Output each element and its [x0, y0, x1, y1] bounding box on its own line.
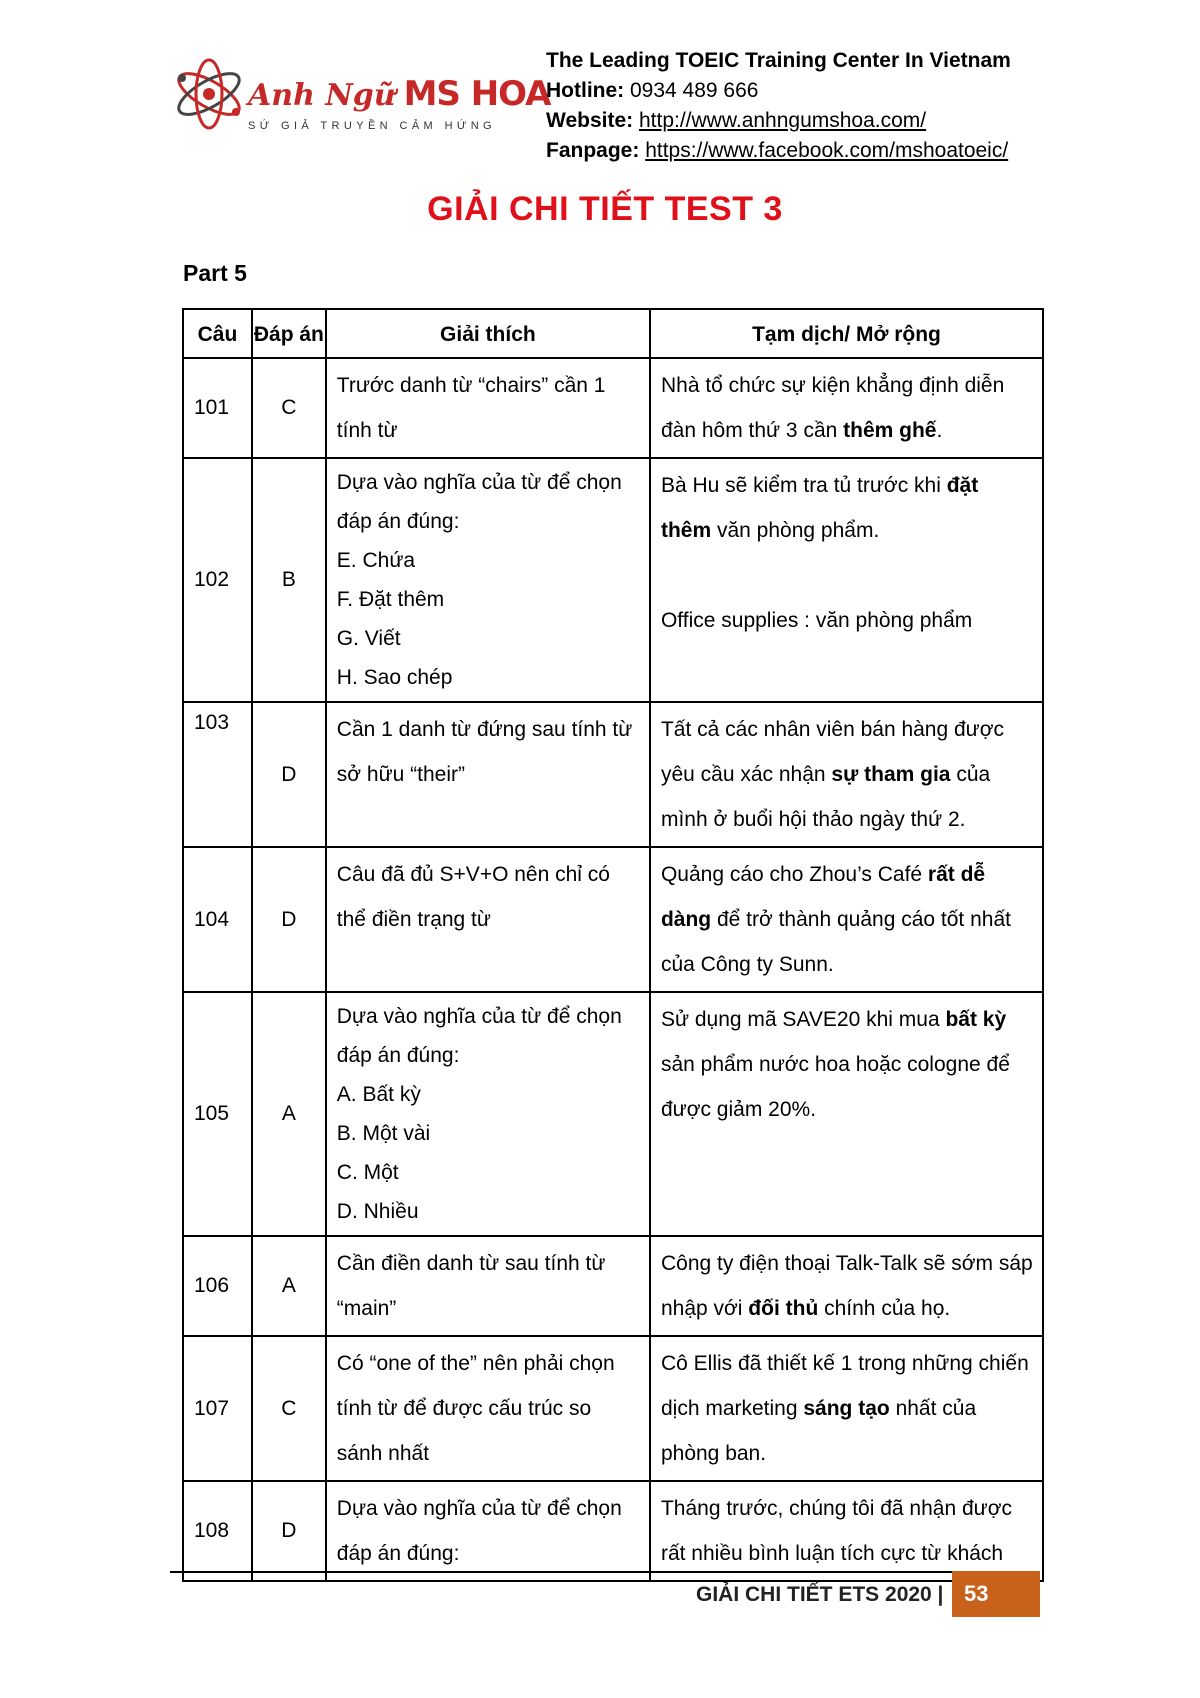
highlight: sự tham gia	[831, 763, 951, 786]
fanpage-label: Fanpage:	[546, 139, 640, 162]
question-number: 103	[183, 702, 252, 847]
header-cau: Câu	[183, 309, 252, 358]
option: G. Viết	[336, 627, 401, 650]
table-row	[183, 1236, 1043, 1336]
table-header-row	[183, 309, 1043, 358]
highlight: đối thủ	[748, 1297, 819, 1320]
translation: Công ty điện thoại Talk-Talk sẽ sớm sáp nhập với đối thủ chính của họ.	[650, 1236, 1043, 1336]
highlight: bất kỳ	[945, 1008, 1007, 1031]
header-giai-thich: Giải thích	[326, 309, 650, 358]
answer-letter: D	[252, 847, 326, 992]
answer-table	[182, 308, 1044, 1582]
explanation: Có “one of the” nên phải chọn tính từ để được cấu trúc so sánh nhất	[326, 1336, 650, 1481]
translation: Quảng cáo cho Zhou’s Café rất dễ dàng để trở thành quảng cáo tốt nhất của Công ty Sunn.	[650, 847, 1043, 992]
explanation: Dựa vào nghĩa của từ để chọn đáp án đúng: A. Bất kỳ B. Một vài C. Một D. Nhiều	[326, 992, 650, 1236]
atom-logo-icon	[170, 54, 248, 134]
highlight: đặt thêm	[660, 474, 979, 542]
table-row	[183, 458, 1043, 702]
translation: Sử dụng mã SAVE20 khi mua bất kỳ sản phẩm nước hoa hoặc cologne để được giảm 20%.	[650, 992, 1043, 1236]
option: A. Bất kỳ	[336, 1083, 421, 1106]
table-row	[183, 702, 1043, 847]
question-number: 106	[183, 1236, 252, 1336]
question-number: 102	[183, 458, 252, 702]
hotline-value: 0934 489 666	[630, 79, 759, 102]
option: H. Sao chép	[336, 666, 453, 689]
explanation: Dựa vào nghĩa của từ để chọn đáp án đúng: E. Chứa F. Đặt thêm G. Viết H. Sao chép	[326, 458, 650, 702]
header-tam-dich: Tạm dịch/ Mở rộng	[650, 309, 1043, 358]
page-number: 53	[952, 1571, 1040, 1617]
translation: Tháng trước, chúng tôi đã nhận được rất nhiều bình luận tích cực từ khách	[650, 1481, 1043, 1581]
header-slogan: The Leading TOEIC Training Center In Vietnam	[546, 49, 1011, 72]
answer-letter: D	[252, 1481, 326, 1581]
option: D. Nhiều	[336, 1200, 419, 1223]
explanation: Câu đã đủ S+V+O nên chỉ có thể điền trạng từ	[326, 847, 650, 992]
header-dap-an: Đáp án	[252, 309, 326, 358]
highlight: rất dễ dàng	[660, 863, 986, 931]
logo-brand-script: Anh Ngữ	[248, 78, 396, 113]
answer-letter: C	[252, 358, 326, 458]
vocabulary-note: Office supplies : văn phòng phẩm	[660, 609, 973, 632]
highlight: thêm ghế	[843, 419, 937, 442]
question-number: 105	[183, 992, 252, 1236]
website-link[interactable]: http://www.anhngumshoa.com/	[638, 109, 927, 132]
option: F. Đặt thêm	[336, 588, 445, 611]
table-row	[183, 992, 1043, 1236]
answer-letter: D	[252, 702, 326, 847]
part-heading: Part 5	[183, 260, 247, 286]
logo-tagline: SỨ GIẢ TRUYỀN CẢM HỨNG	[248, 120, 497, 132]
website-label: Website:	[546, 109, 634, 132]
option: E. Chứa	[336, 549, 416, 572]
translation: Cô Ellis đã thiết kế 1 trong những chiến dịch marketing sáng tạo nhất của phòng ban.	[650, 1336, 1043, 1481]
table-row	[183, 358, 1043, 458]
table-row	[183, 847, 1043, 992]
header-info	[546, 46, 1011, 166]
brand-logo	[170, 50, 551, 140]
explanation: Cần điền danh từ sau tính từ “main”	[326, 1236, 650, 1336]
footer-label: GIẢI CHI TIẾT ETS 2020 |	[696, 1583, 944, 1606]
page-title: GIẢI CHI TIẾT TEST 3	[427, 190, 783, 228]
translation: Tất cả các nhân viên bán hàng được yêu cầu xác nhận sự tham gia của mình ở buổi hội thảo ngày thứ 2.	[650, 702, 1043, 847]
option: B. Một vài	[336, 1122, 431, 1145]
footer-divider	[170, 1571, 952, 1573]
answer-letter: C	[252, 1336, 326, 1481]
fanpage-line	[546, 136, 1011, 166]
logo-brand-bold: MS HOA	[403, 74, 551, 114]
question-number: 101	[183, 358, 252, 458]
website-line	[546, 106, 1011, 136]
answer-letter: B	[252, 458, 326, 702]
explanation: Dựa vào nghĩa của từ để chọn đáp án đúng:	[326, 1481, 650, 1581]
highlight: sáng tạo	[803, 1397, 890, 1420]
question-number: 108	[183, 1481, 252, 1581]
hotline-label: Hotline:	[546, 79, 625, 102]
hotline-line	[546, 76, 1011, 106]
answer-letter: A	[252, 1236, 326, 1336]
fanpage-link[interactable]: https://www.facebook.com/mshoatoeic/	[645, 139, 1009, 162]
translation: Bà Hu sẽ kiểm tra tủ trước khi đặt thêm văn phòng phẩm. Office supplies : văn phòng phẩm	[650, 458, 1043, 702]
table-row	[183, 1336, 1043, 1481]
question-number: 107	[183, 1336, 252, 1481]
question-number: 104	[183, 847, 252, 992]
answer-letter: A	[252, 992, 326, 1236]
table-row	[183, 1481, 1043, 1581]
explanation: Cần 1 danh từ đứng sau tính từ sở hữu “their”	[326, 702, 650, 847]
explanation: Trước danh từ “chairs” cần 1 tính từ	[326, 358, 650, 458]
option: C. Một	[336, 1161, 399, 1184]
translation: Nhà tổ chức sự kiện khẳng định diễn đàn hôm thứ 3 cần thêm ghế.	[650, 358, 1043, 458]
